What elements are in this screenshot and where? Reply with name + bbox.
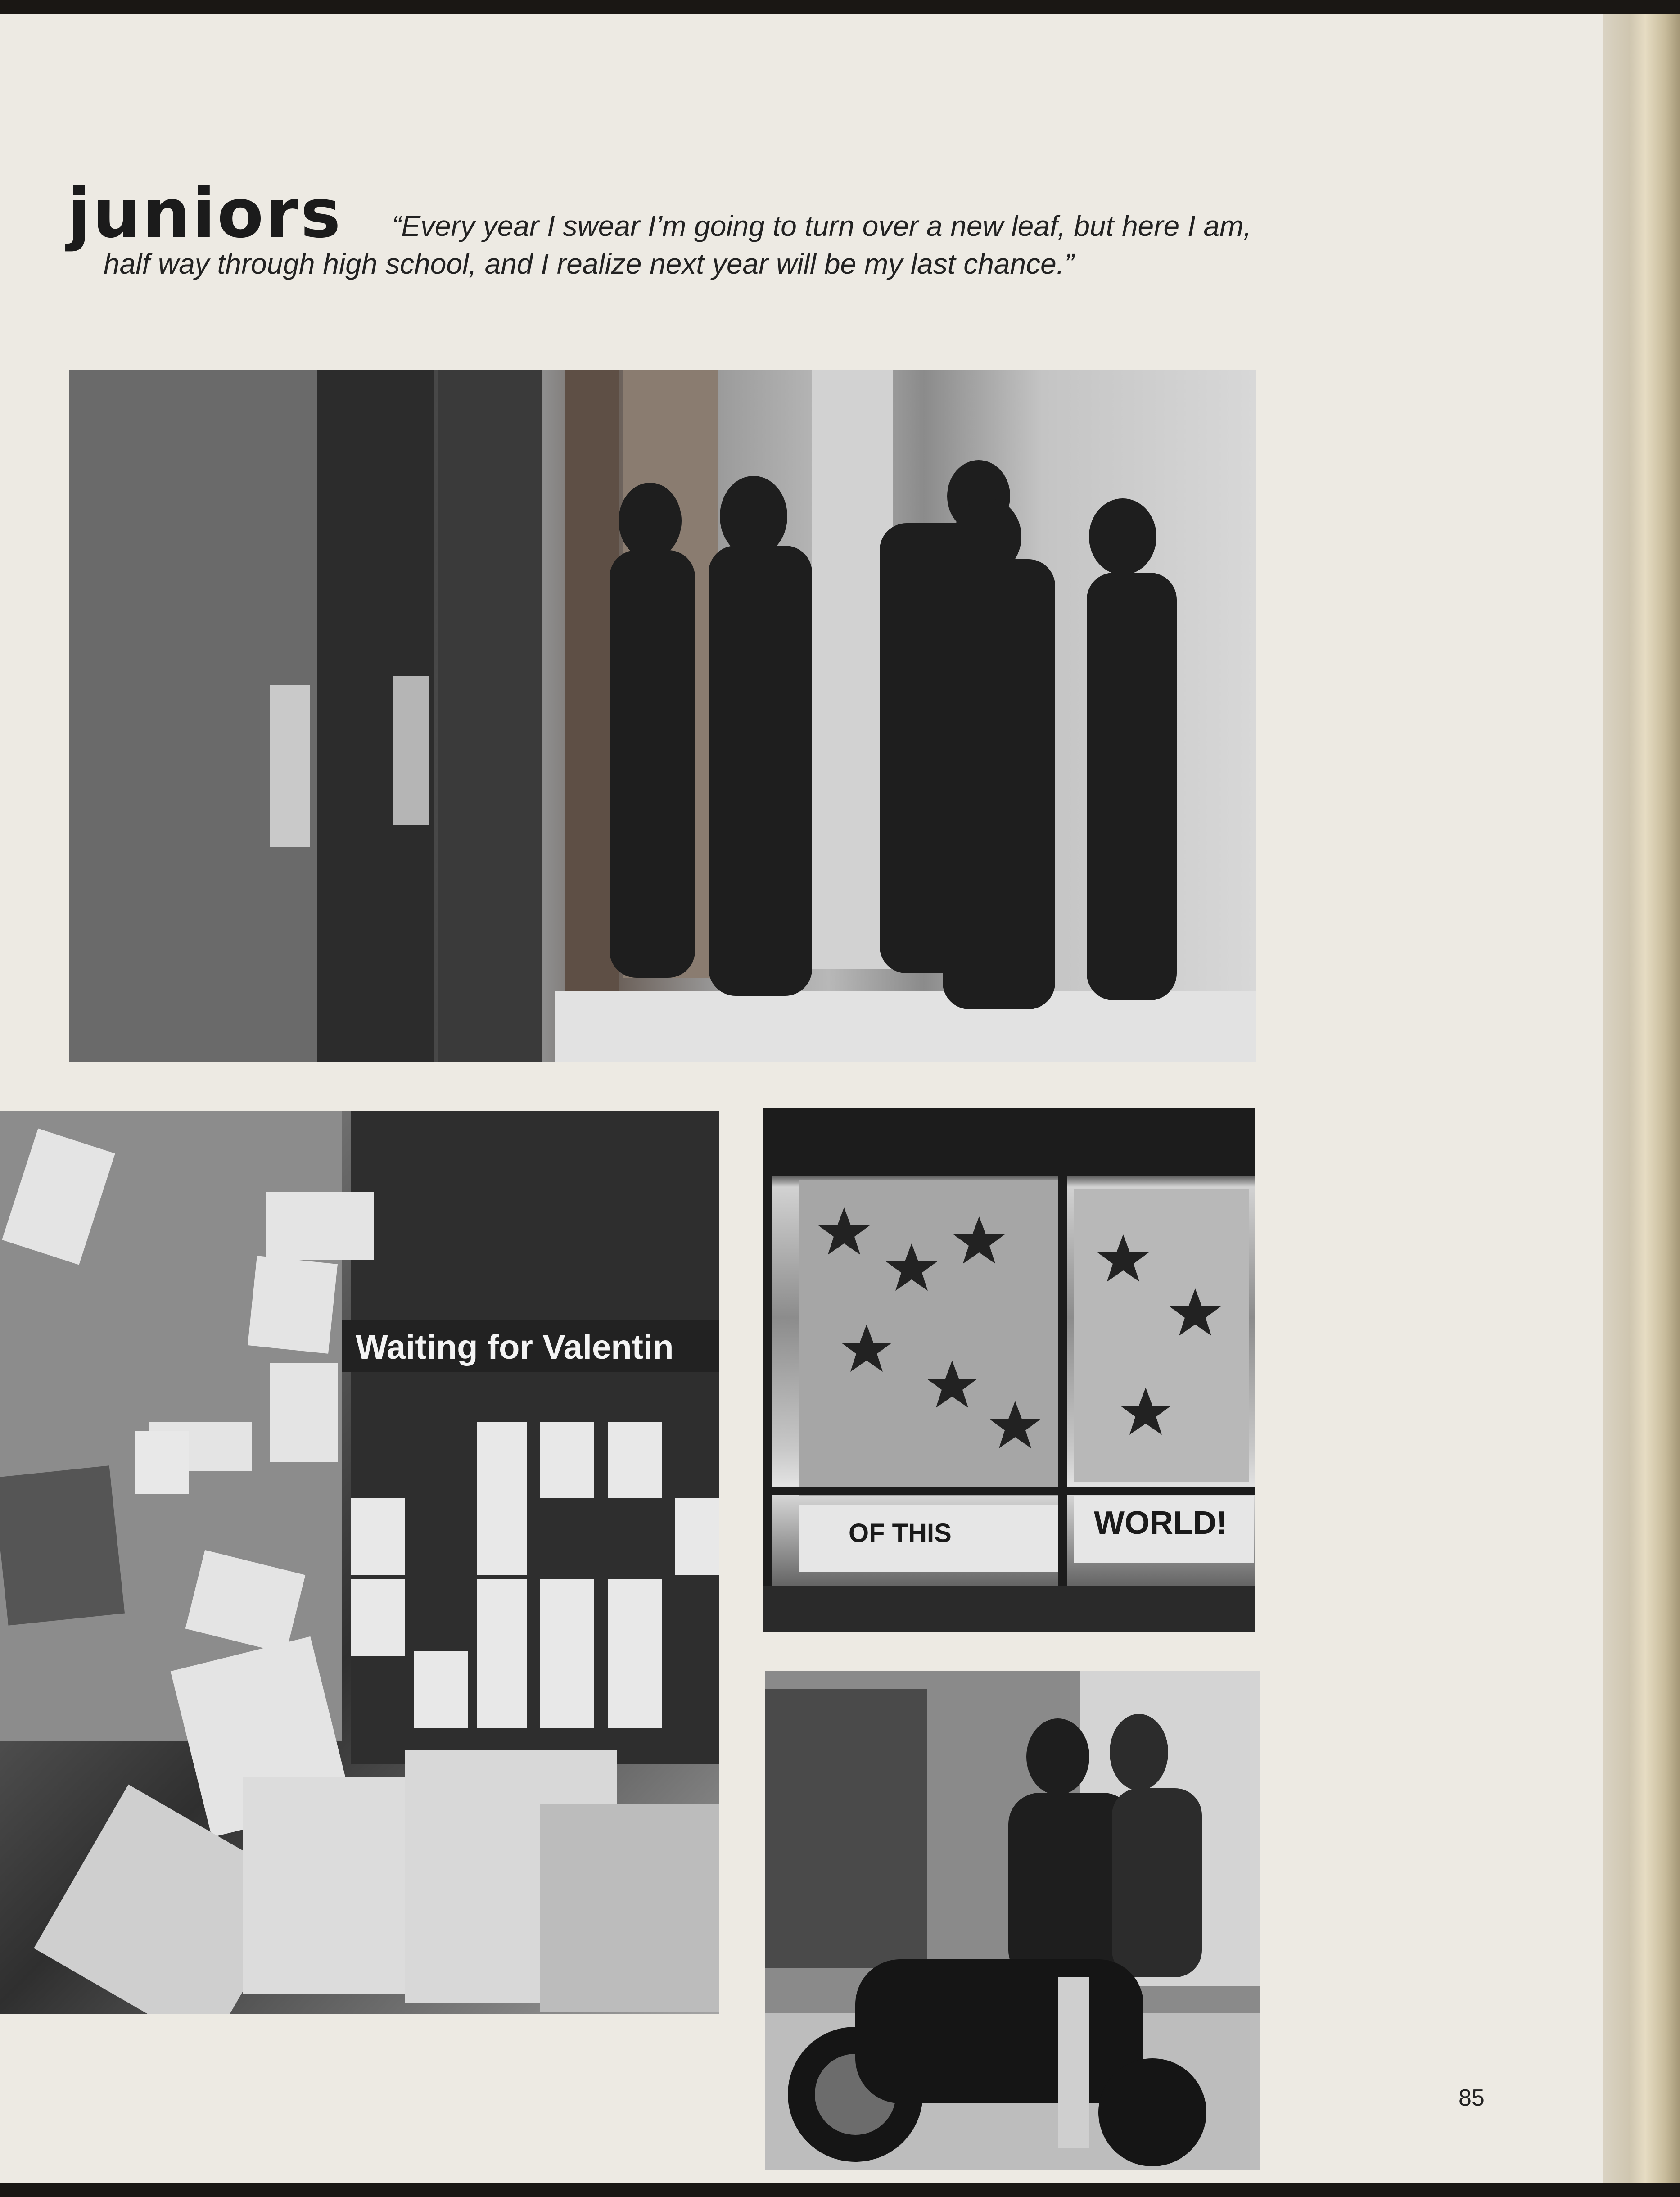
- door-handle-left: [270, 685, 310, 847]
- hallway-scene: [69, 370, 1256, 1062]
- window-text-right: WORLD!: [1094, 1505, 1227, 1541]
- section-heading: juniors: [68, 175, 343, 253]
- building-window: [765, 1689, 927, 1968]
- window-stars-photo: [763, 1108, 1255, 1632]
- student-quote: “Every year I swear I’m going to turn over a new leaf, but here I am, half way through high school, and I realize next year will be my last chance.”: [104, 210, 1252, 280]
- window-sill: [763, 1586, 1255, 1632]
- window-frame-left: [763, 1176, 772, 1632]
- window-pane-right: [1074, 1189, 1249, 1482]
- window-header: [763, 1108, 1255, 1176]
- window-text-left: OF THIS: [849, 1519, 952, 1548]
- valentine-banner-text: Waiting for Valentin: [356, 1328, 674, 1366]
- page-number: 85: [1459, 2085, 1485, 2111]
- window-transom: [763, 1487, 1255, 1495]
- bulletin-board-scene: [0, 1111, 719, 2014]
- window-scene: [763, 1108, 1255, 1632]
- door-handle-right: [393, 676, 429, 825]
- bulletin-board-photo: [0, 1111, 719, 2014]
- motorcycle-scene: [765, 1671, 1260, 2170]
- hallway-floor: [555, 991, 1256, 1062]
- motorcycle-photo: [765, 1671, 1260, 2170]
- striped-pants: [1058, 1977, 1089, 2148]
- dark-wall: [351, 1111, 719, 1764]
- hallway-photo: [69, 370, 1256, 1062]
- window-mullion: [1058, 1176, 1067, 1632]
- right-door: [438, 370, 542, 1062]
- book-spine: [1603, 14, 1680, 2183]
